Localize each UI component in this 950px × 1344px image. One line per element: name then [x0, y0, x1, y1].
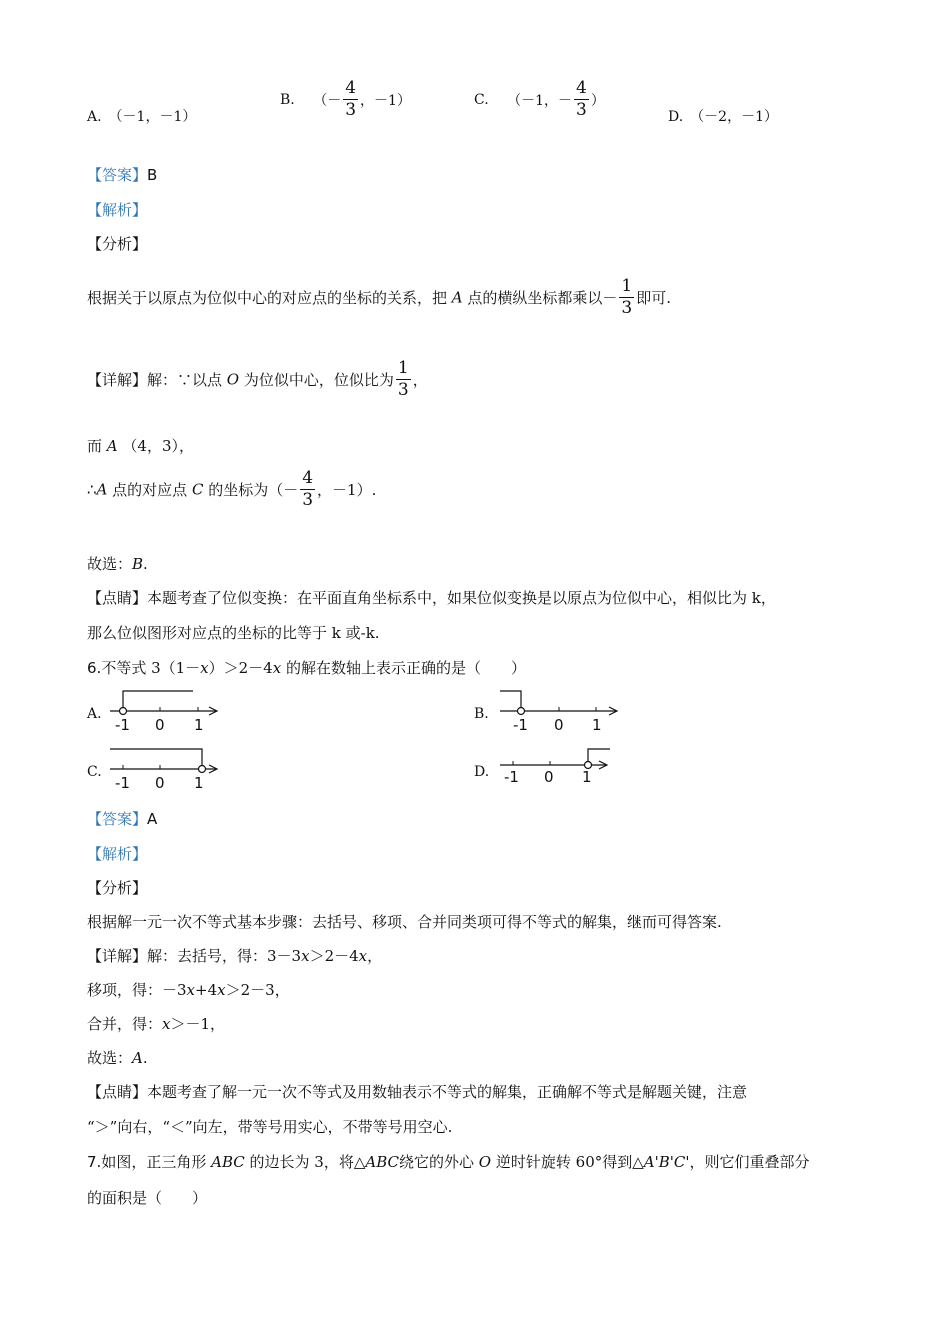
- q5-option-b-label: B.: [280, 91, 295, 108]
- tick-label: 1: [582, 768, 592, 786]
- tick-label: 1: [194, 774, 204, 792]
- q6-number-line-d: [498, 744, 618, 792]
- q6-analysis: 根据解一元一次不等式基本步骤：去括号、移项、合并同类项可得不等式的解集，继而可得答案.: [87, 913, 722, 931]
- q7-stem-line-2: 的面积是（ ）: [87, 1189, 208, 1207]
- q5-option-a: A. （－1，－1）: [87, 109, 197, 125]
- q6-option-d-label: D.: [474, 764, 490, 780]
- q6-option-b-label: B.: [474, 706, 489, 722]
- q5-option-c-pre: （－1，－: [507, 92, 573, 109]
- q6-answer: [87, 808, 157, 829]
- q5-line-c: ∴A 点的对应点 C 的坐标为（－ $\frac{4}{3}$ ，－1）.: [87, 468, 377, 510]
- answer-value: B: [147, 166, 158, 184]
- tick-label: -1: [513, 716, 528, 734]
- q6-fenxi-tag: 【分析】: [87, 879, 148, 897]
- q6-option-c-label: C.: [87, 764, 102, 780]
- q5-dianjing-1: 【点睛】本题考查了位似变换：在平面直角坐标系中，如果位似变换是以原点为位似中心，相似比为 k，: [87, 589, 776, 607]
- q6-option-a-label: A.: [87, 706, 102, 722]
- q5-option-c-post: ）: [590, 92, 605, 109]
- q6-detail-2: 移项，得：－3x+4x＞2－3，: [87, 981, 290, 999]
- q5-option-b-pre: （－: [313, 92, 342, 109]
- q5-option-c-fraction: $\frac{4}{3}$: [576, 78, 587, 120]
- q6-jiexi-tag: 【解析】: [87, 845, 148, 863]
- q5-option-b-fraction: $\frac{4}{3}$: [345, 78, 357, 120]
- tick-label: -1: [115, 774, 130, 792]
- q5-jiexi-tag: 【解析】: [87, 201, 148, 219]
- open-circle-icon: [120, 708, 127, 715]
- question-number: 7.: [87, 1153, 102, 1171]
- tick-label: 0: [155, 716, 165, 734]
- tick-label: 1: [592, 716, 602, 734]
- q5-line-a: 而 A （4，3），: [87, 437, 194, 455]
- q6-number-line-a: [108, 686, 228, 734]
- answer-tag: 【答案】: [87, 166, 148, 184]
- q5-option-c-label: C.: [474, 91, 489, 108]
- tick-label: 1: [194, 716, 204, 734]
- q6-number-line-b: [498, 686, 623, 734]
- q6-detail-3: 合并，得：x＞－1，: [87, 1015, 226, 1033]
- q5-option-d: D. （－2，－1）: [668, 109, 778, 125]
- q5-choose: 故选：B.: [87, 555, 148, 573]
- q5-option-b-post: ，－1）: [360, 92, 411, 109]
- q5-option-b: [280, 80, 411, 119]
- q6-detail-1: 【详解】解：去括号，得：3－3x＞2－4x，: [87, 947, 383, 965]
- q6-dianjing-1: 【点睛】本题考查了解一元一次不等式及用数轴表示不等式的解集，正确解不等式是解题关键，注意: [87, 1083, 748, 1101]
- q5-fenxi-tag: 【分析】: [87, 235, 148, 253]
- q5-detail-fraction: $\frac{1}{3}$: [397, 358, 409, 400]
- tick-label: 0: [554, 716, 564, 734]
- q5-detail: 【详解】解：∵以点 O 为位似中心，位似比为 $\frac{1}{3}$ ，: [87, 358, 428, 400]
- q5-answer: [87, 164, 157, 185]
- tick-label: 0: [155, 774, 165, 792]
- q5-analysis-fraction: $\frac{1}{3}$: [621, 276, 633, 318]
- q6-number-line-c: [108, 744, 228, 792]
- tick-label: -1: [115, 716, 130, 734]
- answer-value: A: [147, 810, 158, 828]
- open-circle-icon: [199, 766, 206, 773]
- tick-label: 0: [544, 768, 554, 786]
- open-circle-icon: [518, 708, 525, 715]
- q7-stem-line-1: 7.如图，正三角形 ABC 的边长为 3，将△ABC绕它的外心 O 逆时针旋转 60°得到△A'B'C'，则它们重叠部分: [87, 1153, 810, 1171]
- q6-dianjing-2: “＞”向右，“＜”向左，带等号用实心，不带等号用空心.: [87, 1118, 453, 1136]
- q5-analysis: 根据关于以原点为位似中心的对应点的坐标的关系，把 A 点的横纵坐标都乘以－ $\frac{1}{3}$ 即可.: [87, 276, 672, 318]
- q5-dianjing-2: 那么位似图形对应点的坐标的比等于 k 或-k.: [87, 624, 380, 642]
- answer-tag: 【答案】: [87, 810, 148, 828]
- q6-choose: 故选：A.: [87, 1049, 148, 1067]
- tick-label: -1: [504, 768, 519, 786]
- question-number: 6.: [87, 659, 102, 677]
- q5-line-c-fraction: $\frac{4}{3}$: [302, 468, 314, 510]
- q5-option-c: [474, 80, 605, 119]
- q6-stem: 6.不等式 3（1－x）＞2－4x 的解在数轴上表示正确的是（ ）: [87, 659, 526, 677]
